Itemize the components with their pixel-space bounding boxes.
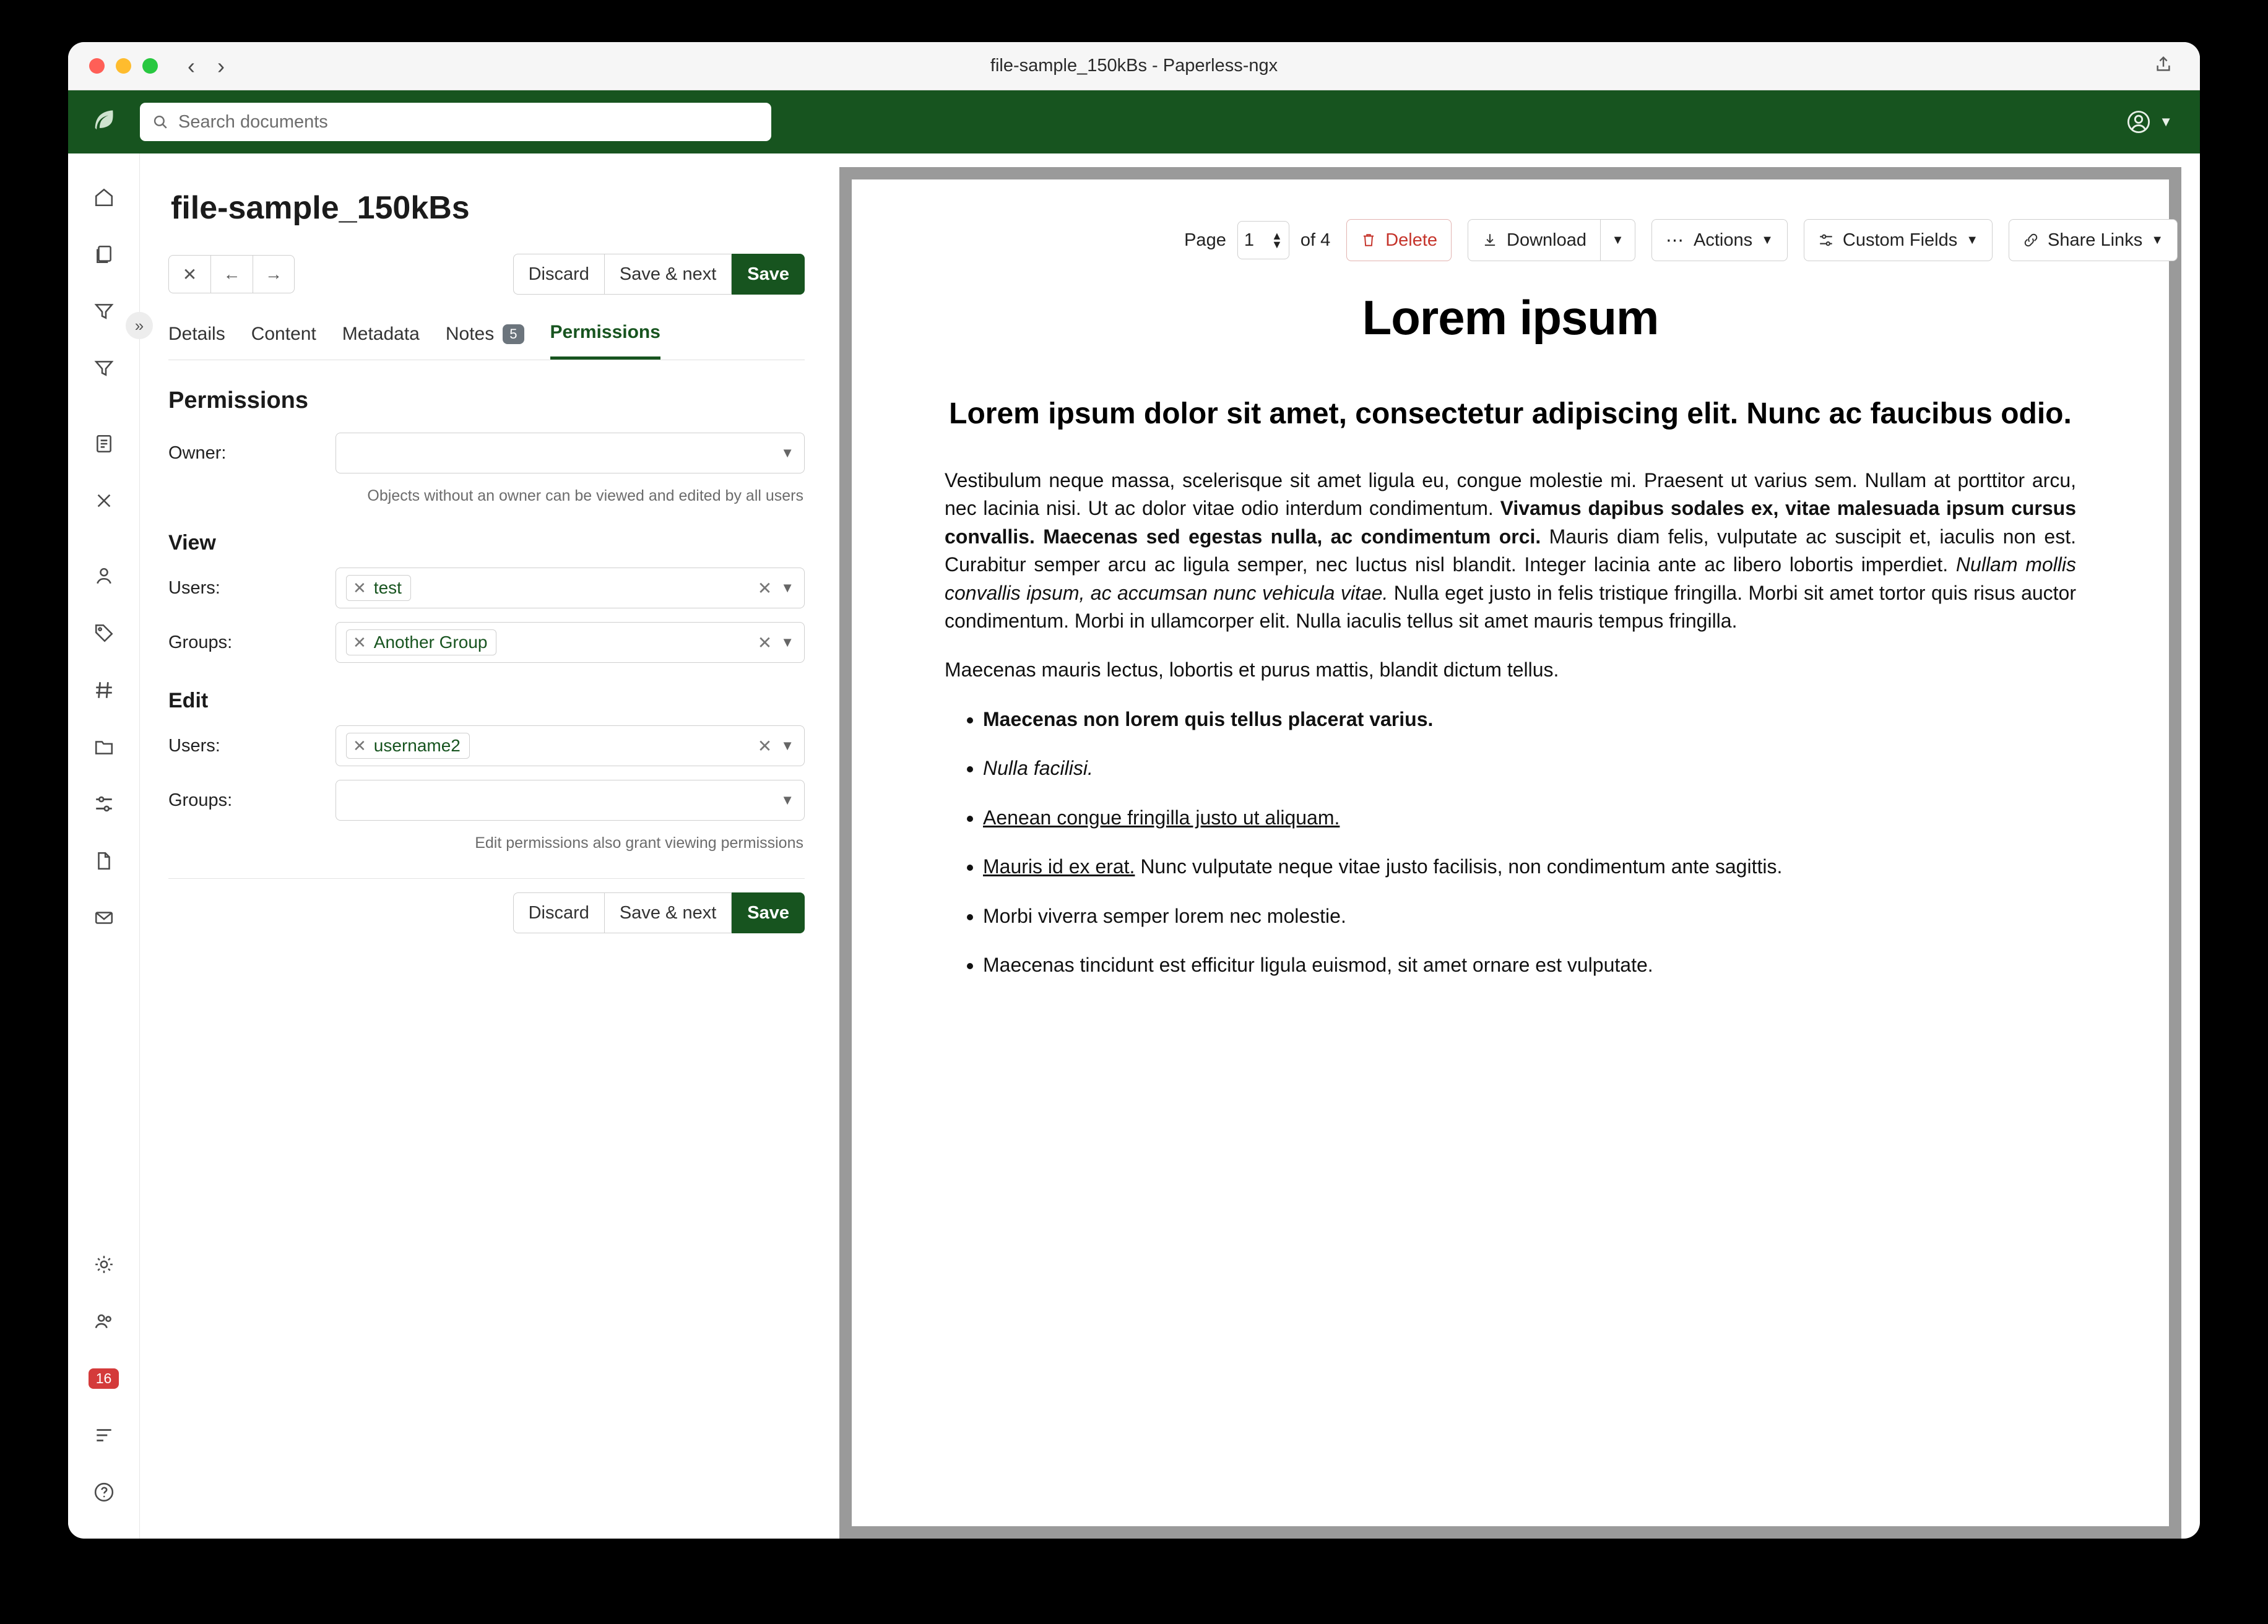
back-icon[interactable]: ‹ (188, 53, 195, 79)
document-edit-pane (140, 153, 839, 1539)
caret-down-icon: ▼ (2151, 233, 2163, 247)
doc-bullet-5: • Morbi viverra semper lorem nec molestie. (983, 902, 2076, 930)
download-dropdown-toggle[interactable] (1601, 219, 1635, 261)
page-label: Page (1184, 230, 1226, 250)
sidebar-item-tags[interactable] (82, 611, 126, 655)
caret-down-icon: ▼ (781, 445, 794, 460)
delete-button[interactable] (1346, 219, 1452, 261)
doc-bullet-1 (983, 706, 2076, 733)
edit-users-label: Users: (168, 735, 220, 756)
doc-bullet-6: • Maecenas tincidunt est efficitur ligula euismod, sit amet ornare est vulputate. (983, 951, 2076, 979)
chip-label: username2 (373, 736, 461, 755)
forward-icon[interactable]: › (217, 53, 225, 79)
document-nav-group (168, 255, 295, 293)
download-icon (1482, 232, 1498, 248)
edit-hint: Edit permissions also grant viewing permissions (475, 834, 803, 852)
page-number-value: 1 (1244, 230, 1254, 250)
save-buttons-bottom (513, 892, 805, 933)
edit-users-select[interactable] (335, 725, 805, 766)
page-navigation (1184, 221, 1330, 259)
doc-text-c: Mauris diam felis, vulputate ac suscipit et, iaculis non est. Curabitur semper arcu ac ligula semper, nec luctus nisl blandit. Integer lacinia ante ac libero lobortis imperdiet. (945, 525, 2077, 576)
caret-down-icon: ▼ (781, 738, 794, 753)
discard-button-top[interactable]: Discard (513, 254, 605, 295)
edit-heading: Edit (168, 689, 209, 712)
user-circle-icon (2127, 110, 2150, 134)
save-and-next-button-bottom[interactable]: Save & next (605, 892, 732, 933)
share-links-button[interactable] (2009, 219, 2178, 261)
tab-notes[interactable] (446, 322, 524, 360)
edit-groups-label: Groups: (168, 790, 233, 810)
user-menu[interactable] (2127, 110, 2173, 134)
permissions-heading: Permissions (168, 387, 308, 413)
custom-fields-label: Custom Fields (1842, 230, 1958, 250)
document-action-bar (1184, 219, 2178, 261)
previous-document-button[interactable]: ← (210, 255, 253, 293)
doc-bullet-2 (983, 754, 2076, 782)
paperless-leaf-icon[interactable] (68, 109, 140, 136)
custom-fields-button[interactable] (1804, 219, 1993, 261)
owner-hint: Objects without an owner can be viewed and edited by all users (367, 487, 803, 504)
doc-bullet-3 (983, 804, 2076, 832)
sidebar-item-documents[interactable] (82, 233, 126, 276)
sidebar-item-file-tasks[interactable] (82, 839, 126, 883)
caret-down-icon: ▼ (781, 634, 794, 650)
window-title: file-sample_150kBs - Paperless-ngx (990, 56, 1278, 76)
chip-remove-icon[interactable]: ✕ (353, 736, 366, 755)
notification-badge: 16 (89, 1368, 119, 1389)
save-and-next-button-top[interactable]: Save & next (605, 254, 732, 295)
search-icon (152, 114, 168, 130)
save-bar-bottom (168, 892, 805, 933)
sidebar-item-saved-views-2[interactable] (82, 347, 126, 390)
doc-bullet-4-rest: Nunc vulputate neque vitae justo facilisis, non condimentum ante sagittis. (1135, 855, 1783, 878)
sidebar-item-dashboard[interactable] (82, 176, 126, 219)
doc-text-e: Nulla eget justo in felis tristique fringilla. Morbi sit amet tortor quis risus auctor condimentum. Morbi in ullamcorper elit. Nulla iaculis tellus sit amet mauris tempus fringilla. (945, 581, 2077, 632)
share-links-label: Share Links (2048, 230, 2143, 250)
delete-label: Delete (1385, 230, 1438, 250)
doc-text-b: Vivamus dapibus sodales ex, vitae malesuada ipsum cursus convallis. Maecenas sed egestas nulla, ac condimentum orci. (945, 497, 2077, 548)
window-titlebar (68, 42, 2200, 90)
chip-remove-icon[interactable]: ✕ (353, 578, 366, 597)
search-placeholder: Search documents (178, 111, 328, 132)
save-button-top[interactable]: Save (732, 254, 805, 295)
clear-icon[interactable]: ✕ (757, 633, 773, 652)
save-buttons-top (513, 254, 805, 295)
view-groups-select[interactable] (335, 622, 805, 663)
doc-text-d: Nullam mollis convallis ipsum, ac accumsan nunc vehicula vitae. (945, 553, 2077, 604)
sidebar-expand-button[interactable]: » (126, 312, 153, 339)
download-split-button (1468, 219, 1635, 261)
view-groups-label: Groups: (168, 632, 233, 652)
view-users-row (168, 568, 805, 608)
page-number-input[interactable] (1237, 221, 1289, 259)
caret-down-icon: ▼ (1611, 233, 1624, 247)
edit-groups-row (168, 780, 805, 821)
caret-down-icon: ▼ (1761, 233, 1773, 247)
sidebar-item-open-document[interactable] (82, 422, 126, 465)
tab-content[interactable]: Content (251, 323, 316, 344)
sidebar-item-mail[interactable] (82, 896, 126, 939)
stepper-icon[interactable]: ▲ ▼ (1271, 229, 1283, 251)
next-document-button[interactable]: → (253, 255, 295, 293)
doc-paragraph-1 (945, 467, 2076, 636)
sliders-icon (1818, 232, 1834, 248)
three-dots-icon: ⋯ (1666, 230, 1686, 251)
view-users-select[interactable] (335, 568, 805, 608)
view-heading: View (168, 531, 216, 555)
doc-title: Lorem ipsum (1362, 290, 1659, 345)
chip-remove-icon[interactable]: ✕ (353, 633, 366, 652)
sidebar-item-close-document[interactable] (82, 479, 126, 522)
caret-down-icon: ▼ (1966, 233, 1979, 247)
chip-label: Another Group (373, 633, 488, 652)
sidebar-item-saved-views-1[interactable] (82, 290, 126, 333)
doc-bullet-1-text: Maecenas non lorem quis tellus placerat varius. (983, 707, 1434, 730)
caret-down-icon: ▼ (781, 792, 794, 808)
owner-label: Owner: (168, 443, 227, 463)
sidebar-item-document-types[interactable] (82, 668, 126, 712)
chevron-down-icon: ▼ (2159, 114, 2173, 129)
doc-bullet-4-underlined: Mauris id ex erat. (983, 855, 1135, 878)
sidebar-item-settings[interactable] (82, 1243, 126, 1286)
tab-metadata[interactable]: Metadata (342, 323, 420, 344)
download-button[interactable] (1468, 219, 1601, 261)
trash-icon (1361, 232, 1377, 248)
app-body (68, 153, 2200, 1539)
view-groups-row (168, 622, 805, 663)
page-count-label: of 4 (1300, 230, 1331, 250)
save-button-bottom[interactable]: Save (732, 892, 805, 933)
page-title: file-sample_150kBs (171, 190, 470, 226)
sidebar-item-storage-paths[interactable] (82, 725, 126, 769)
actions-label: Actions (1694, 230, 1753, 250)
app-window (68, 42, 2200, 1539)
chip-label: test (373, 578, 402, 597)
sidebar-item-help[interactable] (82, 1471, 126, 1514)
doc-bullet-list (945, 706, 2076, 980)
sidebar-item-logs[interactable] (82, 1414, 126, 1457)
edit-users-row (168, 725, 805, 766)
sidebar-item-custom-fields[interactable] (82, 782, 126, 826)
close-document-button[interactable]: ✕ (168, 255, 210, 293)
clear-icon[interactable]: ✕ (757, 578, 773, 598)
main-content (140, 153, 2200, 1539)
app-topbar (68, 90, 2200, 153)
chip-view-group[interactable] (346, 629, 496, 655)
sidebar-item-correspondents[interactable] (82, 555, 126, 598)
tab-details[interactable]: Details (168, 323, 225, 344)
share-icon[interactable] (2154, 55, 2173, 77)
doc-bullet-4 (983, 853, 2076, 881)
sidebar (68, 153, 144, 1539)
view-users-label: Users: (168, 577, 220, 598)
doc-paragraph-2: Maecenas mauris lectus, lobortis et purus mattis, blandit dictum tellus. (945, 659, 1559, 681)
actions-button[interactable] (1651, 219, 1788, 261)
doc-text-a: Vestibulum neque massa, scelerisque sit amet ligula eu, congue molestie mi. Praesent ut varius sem. Nullam at porttitor arcu, nec lacinia nisi. Ut ac dolor vitae odio interdum condimentum. (945, 469, 2076, 520)
edit-groups-select[interactable] (335, 780, 805, 821)
document-preview[interactable] (839, 167, 2181, 1539)
discard-button-bottom[interactable]: Discard (513, 892, 605, 933)
owner-row (168, 433, 805, 473)
caret-down-icon: ▼ (781, 580, 794, 595)
download-label: Download (1507, 230, 1587, 250)
doc-bullet-2-text: Nulla facilisi. (983, 757, 1093, 780)
notes-count-badge: 5 (503, 324, 524, 344)
doc-subtitle: Lorem ipsum dolor sit amet, consectetur adipiscing elit. Nunc ac faucibus odio. (949, 397, 2072, 430)
document-page (852, 179, 2169, 1526)
edit-toolbar (168, 254, 805, 295)
doc-bullet-3-text: Aenean congue fringilla justo ut aliquam. (983, 806, 1340, 829)
link-icon (2023, 232, 2039, 248)
document-tabs (168, 322, 805, 360)
sidebar-item-notifications[interactable] (82, 1357, 126, 1400)
tab-notes-label: Notes (445, 323, 495, 344)
tab-permissions[interactable]: Permissions (550, 322, 660, 360)
search-input[interactable] (140, 103, 771, 141)
owner-select[interactable] (335, 433, 805, 473)
chip-view-user[interactable] (346, 575, 411, 601)
chip-edit-user[interactable] (346, 733, 470, 759)
clear-icon[interactable]: ✕ (757, 736, 773, 756)
sidebar-item-users-groups[interactable] (82, 1300, 126, 1343)
